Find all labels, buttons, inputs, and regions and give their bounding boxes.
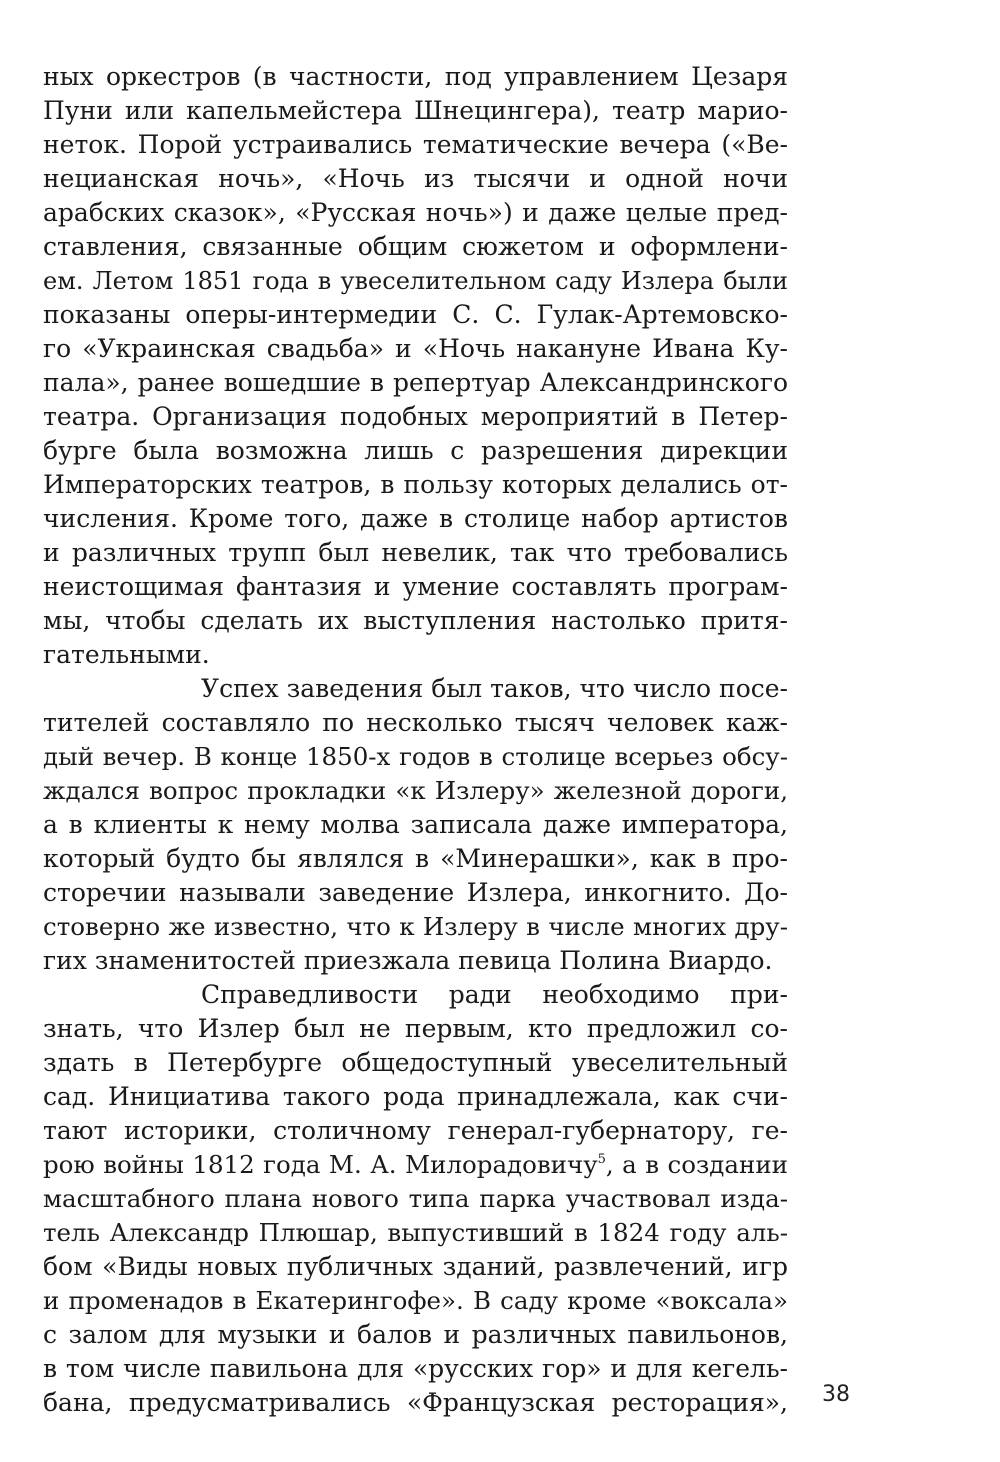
text-line: ных оркестров (в частности, под управлением Цезаря: [43, 62, 788, 91]
text-line-start: рою войны 1812 года М. А. Милорадовичу: [43, 1150, 598, 1179]
text-line: и различных трупп был невелик, так что требовались: [43, 538, 788, 567]
text-line: сад. Инициатива такого рода принадлежала, как счи-: [43, 1082, 788, 1111]
paragraph-3: [43, 978, 788, 1420]
text-line: здать в Петербурге общедоступный увеселительный: [43, 1048, 788, 1077]
footnote-marker[interactable]: 5: [597, 1152, 606, 1167]
text-line: бана, предусматривались «Французская ресторация»,: [43, 1388, 788, 1417]
text-line: числения. Кроме того, даже в столице набор артистов: [43, 504, 788, 533]
text-line: гих знаменитостей приезжала певица Полина Виардо.: [43, 946, 773, 975]
text-line: го «Украинская свадьба» и «Ночь накануне Ивана Ку-: [43, 334, 788, 363]
text-line: ставления, связанные общим сюжетом и оформлени-: [43, 232, 788, 261]
text-line: знать, что Излер был не первым, кто предложил со-: [43, 1014, 788, 1043]
text-line: ем. Летом 1851 года в увеселительном саду Излера были: [43, 267, 788, 295]
paragraph-1: [43, 60, 788, 672]
text-line: неистощимая фантазия и умение составлять програм-: [43, 572, 788, 601]
text-line: арабских сказок», «Русская ночь») и даже целые пред-: [43, 198, 788, 227]
text-line: стоверно же известно, что к Излеру в числе многих дру-: [43, 912, 788, 941]
text-line: театра. Организация подобных мероприятий в Петер-: [43, 402, 788, 431]
text-line: мы, чтобы сделать их выступления настолько притя-: [43, 606, 788, 635]
text-line: а в клиенты к нему молва записала даже императора,: [43, 810, 788, 839]
paragraph-2: [43, 672, 788, 978]
text-line: пала», ранее вошедшие в репертуар Александринского: [43, 368, 788, 397]
text-line: в том числе павильона для «русских гор» и для кегель-: [43, 1354, 788, 1383]
text-line: нецианская ночь», «Ночь из тысячи и одной ночи: [43, 164, 788, 193]
main-text: [43, 60, 788, 1420]
text-line: показаны оперы-интермедии С. С. Гулак-Артемовско-: [43, 300, 788, 329]
text-line: тель Александр Плюшар, выпустивший в 1824 году аль-: [43, 1218, 788, 1247]
text-line: ждался вопрос прокладки «к Излеру» железной дороги,: [43, 776, 788, 805]
text-line: дый вечер. В конце 1850-х годов в столице всерьез обсу-: [43, 742, 788, 771]
text-line: Императорских театров, в пользу которых делались от-: [43, 470, 788, 499]
text-line: с залом для музыки и балов и различных павильонов,: [43, 1320, 788, 1349]
text-line: Успех заведения был таков, что число посе-: [201, 674, 788, 703]
text-line: тают историки, столичному генерал-губернатору, ге-: [43, 1116, 788, 1145]
text-line: Справедливости ради необходимо при-: [201, 980, 788, 1009]
text-line: масштабного плана нового типа парка участвовал изда-: [43, 1184, 788, 1213]
text-line: который будто бы являлся в «Минерашки», как в про-: [43, 844, 788, 873]
text-line-with-footnote: [43, 1148, 788, 1182]
page-number: 38: [822, 1382, 850, 1407]
text-line: тителей составляло по несколько тысяч человек каж-: [43, 708, 788, 737]
text-line: сторечии называли заведение Излера, инкогнито. До-: [43, 878, 788, 907]
text-line: и променадов в Екатерингофе». В саду кроме «воксала»: [43, 1286, 788, 1315]
text-line: гательными.: [43, 640, 210, 669]
text-line: Пуни или капельмейстера Шнецингера), театр марио-: [43, 96, 788, 125]
text-line: бурге была возможна лишь с разрешения дирекции: [43, 436, 788, 465]
text-line: неток. Порой устраивались тематические вечера («Ве-: [43, 130, 788, 159]
text-line-end: , а в создании: [605, 1150, 788, 1179]
text-line: бом «Виды новых публичных зданий, развлечений, игр: [43, 1252, 788, 1281]
